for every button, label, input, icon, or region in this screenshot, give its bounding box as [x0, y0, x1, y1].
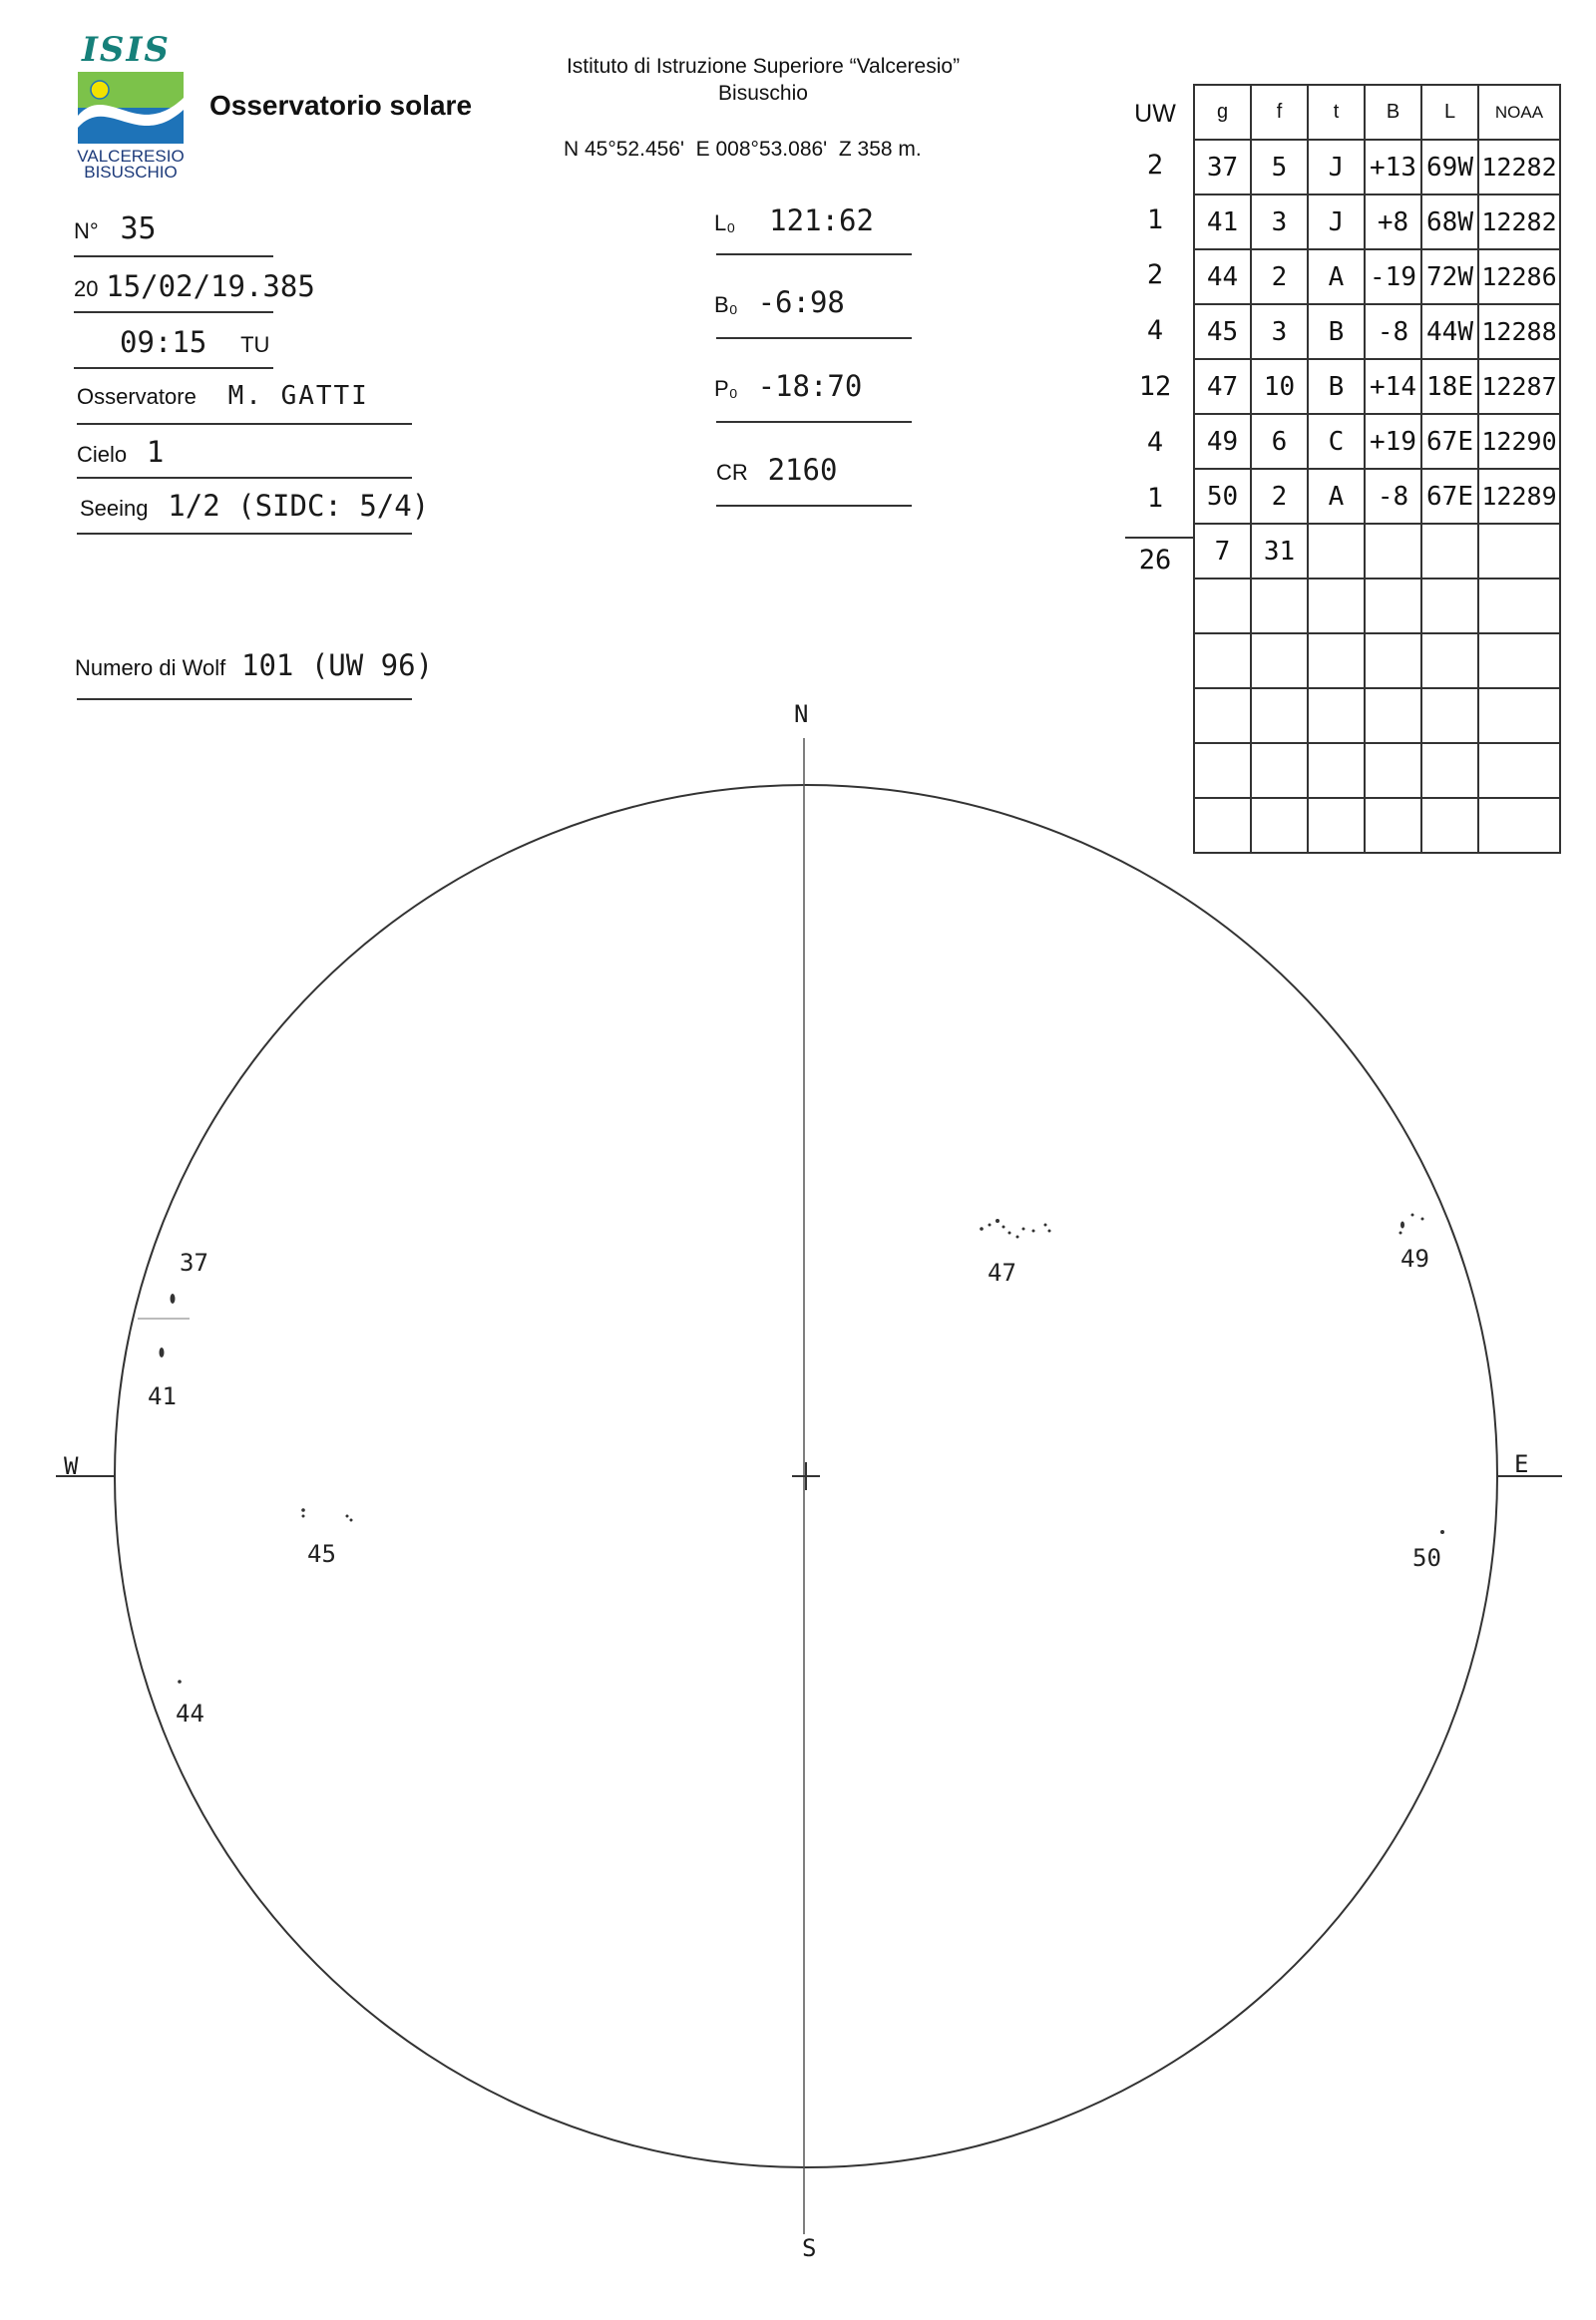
cell-b: +8 [1365, 194, 1421, 249]
observer-value: M. GATTI [227, 381, 369, 411]
sunspot-icon [1008, 1232, 1011, 1235]
cell-g: 37 [1194, 140, 1251, 194]
sunspot-icon [301, 1508, 305, 1512]
sunspot-icon [1032, 1230, 1035, 1233]
sunspot-icon [171, 1294, 176, 1304]
cell-g: 47 [1194, 359, 1251, 414]
group-47-spots [980, 1219, 1050, 1239]
cell-f: 3 [1251, 304, 1308, 359]
total-f: 31 [1251, 524, 1308, 579]
observer-label: Osservatore [77, 384, 197, 409]
cell-t: J [1308, 194, 1365, 249]
sunspot-icon [1399, 1232, 1402, 1235]
sunspot-icon [1002, 1226, 1005, 1229]
sky-label: Cielo [77, 442, 128, 467]
cell-b: -8 [1365, 469, 1421, 524]
group-37-spots [171, 1294, 176, 1304]
uw-row-1: 2 [1146, 150, 1164, 181]
cell-l: 68W [1421, 194, 1478, 249]
cell-noaa: 12282 [1478, 140, 1560, 194]
cell-l: 72W [1421, 249, 1478, 304]
south-label: S [802, 2234, 817, 2262]
cell-l: 67E [1421, 414, 1478, 469]
group-41-spots [160, 1348, 165, 1357]
cell-t: B [1308, 359, 1365, 414]
l0-label: L₀ [714, 210, 736, 235]
b0-label: B₀ [714, 292, 738, 317]
uw-total: 26 [1138, 545, 1172, 576]
header-t: t [1308, 85, 1365, 140]
uw-row-7: 1 [1146, 483, 1164, 514]
cell-t: J [1308, 140, 1365, 194]
p0-value: -18:70 [757, 369, 863, 403]
header-noaa: NOAA [1478, 85, 1560, 140]
wolf-value: 101 (UW 96) [240, 648, 434, 682]
cell-f: 2 [1251, 469, 1308, 524]
cell-g: 41 [1194, 194, 1251, 249]
seeing-label: Seeing [80, 496, 149, 521]
sunspot-icon [1411, 1214, 1414, 1217]
sunspot-icon [980, 1227, 984, 1231]
uw-row-4: 4 [1146, 315, 1164, 346]
cell-noaa: 12290 [1478, 414, 1560, 469]
wolf-label: Numero di Wolf [75, 655, 226, 680]
cell-noaa: 12287 [1478, 359, 1560, 414]
cell-g: 44 [1194, 249, 1251, 304]
cell-g: 50 [1194, 469, 1251, 524]
cell-noaa: 12282 [1478, 194, 1560, 249]
east-label: E [1514, 1450, 1529, 1478]
uw-header: UW [1134, 100, 1176, 128]
west-label: W [64, 1452, 79, 1480]
cr-value: 2160 [767, 453, 838, 487]
cell-noaa: 12289 [1478, 469, 1560, 524]
sunspot-icon [302, 1515, 305, 1518]
observatory-coordinates: N 45°52.456' E 008°53.086' Z 358 m. [564, 138, 922, 161]
cell-f: 10 [1251, 359, 1308, 414]
l0-value: 121:62 [769, 203, 874, 237]
logo-sub-line2: BISUSCHIO [84, 163, 178, 182]
cell-b: +14 [1365, 359, 1421, 414]
cell-f: 2 [1251, 249, 1308, 304]
header-g: g [1194, 85, 1251, 140]
north-label: N [794, 700, 809, 728]
group-45-label: 45 [307, 1540, 336, 1568]
group-47-label: 47 [988, 1259, 1016, 1287]
sunspot-icon [1440, 1530, 1444, 1534]
institute-town: Bisuschio [718, 82, 808, 105]
header-b: B [1365, 85, 1421, 140]
cell-l: 69W [1421, 140, 1478, 194]
sunspot-icon [1421, 1218, 1424, 1221]
cell-noaa: 12286 [1478, 249, 1560, 304]
uw-row-6: 4 [1146, 427, 1164, 458]
group-41-label: 41 [148, 1382, 177, 1410]
cell-noaa: 12288 [1478, 304, 1560, 359]
sunspot-icon [1400, 1222, 1404, 1229]
b0-value: -6:98 [757, 285, 845, 319]
sky-value: 1 [146, 435, 165, 469]
cell-t: B [1308, 304, 1365, 359]
cell-g: 45 [1194, 304, 1251, 359]
sunspot-icon [989, 1224, 992, 1227]
p0-label: P₀ [714, 376, 738, 401]
seeing-value: 1/2 (SIDC: 5/4) [168, 489, 430, 523]
sunspot-icon [346, 1515, 349, 1518]
date-prefix: 20 [74, 276, 99, 301]
cell-f: 6 [1251, 414, 1308, 469]
group-37-label: 37 [180, 1249, 208, 1277]
logo-text: ISIS [82, 30, 171, 70]
cell-g: 49 [1194, 414, 1251, 469]
sunspot-icon [178, 1680, 182, 1684]
cell-f: 3 [1251, 194, 1308, 249]
cr-label: CR [716, 460, 748, 485]
cell-b: +13 [1365, 140, 1421, 194]
header-l: L [1421, 85, 1478, 140]
group-44-spots [178, 1680, 182, 1684]
cell-l: 44W [1421, 304, 1478, 359]
group-44-label: 44 [176, 1700, 204, 1728]
cell-b: +19 [1365, 414, 1421, 469]
uw-row-3: 2 [1146, 259, 1164, 290]
cell-t: C [1308, 414, 1365, 469]
cell-f: 5 [1251, 140, 1308, 194]
sunspot-icon [1016, 1236, 1019, 1239]
total-g: 7 [1194, 524, 1251, 579]
logo-sub-line1: VALCERESIO [77, 147, 185, 166]
group-50-spots [1440, 1530, 1444, 1534]
sunspot-icon [160, 1348, 165, 1357]
group-49-label: 49 [1400, 1245, 1429, 1273]
sunspot-icon [1048, 1230, 1051, 1233]
sunspot-icon [996, 1219, 999, 1223]
cell-t: A [1308, 469, 1365, 524]
header-f: f [1251, 85, 1308, 140]
uw-row-5: 12 [1138, 371, 1172, 402]
time-value: 09:15 [120, 325, 207, 359]
date-value: 15/02/19.385 [106, 269, 315, 303]
uw-row-2: 1 [1146, 204, 1164, 235]
cell-l: 18E [1421, 359, 1478, 414]
cell-b: -19 [1365, 249, 1421, 304]
group-45-spots [301, 1508, 352, 1521]
number-value: 35 [120, 211, 157, 246]
sunspot-icon [1022, 1228, 1025, 1231]
cell-l: 67E [1421, 469, 1478, 524]
group-49-spots [1399, 1214, 1424, 1235]
cell-b: -8 [1365, 304, 1421, 359]
page-title: Osservatorio solare [209, 90, 473, 121]
group-50-label: 50 [1412, 1544, 1441, 1572]
institute-name: Istituto di Istruzione Superiore “Valceresio” [566, 55, 961, 78]
cell-t: A [1308, 249, 1365, 304]
number-label: N° [74, 218, 99, 243]
sunspot-icon [350, 1519, 353, 1522]
sunspot-icon [1044, 1224, 1047, 1227]
time-unit: TU [240, 332, 270, 357]
